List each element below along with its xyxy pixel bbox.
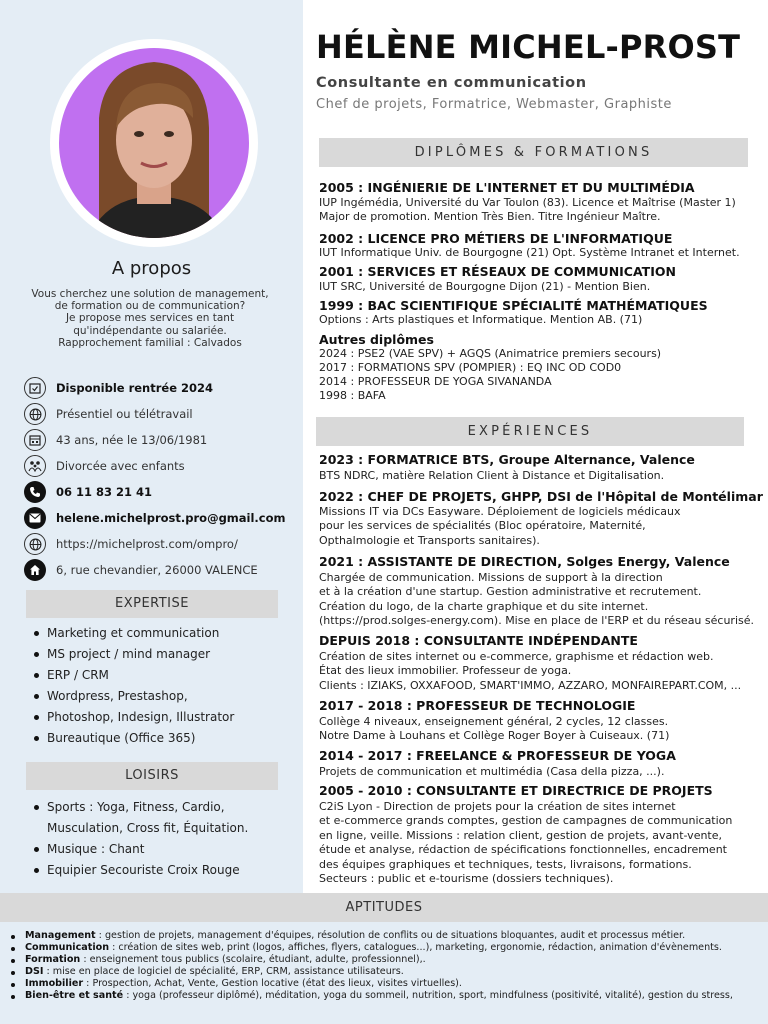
contact-availability <box>24 377 213 399</box>
aptitude-text: : enseignement tous publics (scolaire, étudiant, adulte, professionnel),. <box>80 954 426 966</box>
website-link[interactable]: https://michelprost.com/ompro/ <box>56 537 238 551</box>
experience-line: et à la création d'une startup. Gestion administrative et recrutement. <box>319 585 702 598</box>
calendar-icon <box>24 429 46 451</box>
experience-title: 2023 : FORMATRICE BTS, Groupe Alternance, Valence <box>319 452 695 467</box>
diploma-line: 2017 : FORMATIONS SPV (POMPIER) : EQ INC OD COD0 <box>319 361 622 374</box>
diploma-title: 2005 : INGÉNIERIE DE L'INTERNET ET DU MULTIMÉDIA <box>319 180 695 195</box>
contact-work-mode <box>24 403 193 425</box>
experience-line: Collège 4 niveaux, enseignement général, 2 cycles, 12 classes. <box>319 715 669 728</box>
aptitude-item <box>8 966 764 978</box>
experience-title: 2017 - 2018 : PROFESSEUR DE TECHNOLOGIE <box>319 698 636 713</box>
experience-title: 2014 - 2017 : FREELANCE & PROFESSEUR DE YOGA <box>319 748 676 763</box>
family-icon <box>24 455 46 477</box>
contact-phone[interactable] <box>24 481 152 503</box>
diploma-line: Major de promotion. Mention Très Bien. Titre Ingénieur Maître. <box>319 210 661 223</box>
list-item: Sports : Yoga, Fitness, Cardio, <box>28 797 288 818</box>
experience-line: (https://prod.solges-energy.com). Mise en place de l'ERP et du réseau sécurisé. <box>319 614 754 627</box>
experience-line: pour les services de spécialités (Bloc opératoire, Maternité, <box>319 519 646 532</box>
profile-photo <box>50 39 258 247</box>
list-item: Equipier Secouriste Croix Rouge <box>28 860 288 881</box>
list-item: ERP / CRM <box>28 665 288 686</box>
contact-age <box>24 429 207 451</box>
contact-family <box>24 455 185 477</box>
experience-line: Création de sites internet ou e-commerce, graphisme et rédaction web. <box>319 650 714 663</box>
experience-line: BTS NDRC, matière Relation Client à Distance et Digitalisation. <box>319 469 665 482</box>
aptitude-label: DSI <box>25 966 44 978</box>
work-mode-text: Présentiel ou télétravail <box>56 407 193 421</box>
contact-email[interactable] <box>24 507 286 529</box>
family-text: Divorcée avec enfants <box>56 459 185 473</box>
diploma-line: IUT Informatique Univ. de Bourgogne (21) Opt. Système Intranet et Internet. <box>319 246 740 259</box>
about-line: qu'indépendante ou salariée. <box>73 324 227 337</box>
leisure-header: LOISIRS <box>26 762 278 790</box>
diploma-line: IUP Ingémédia, Université du Var Toulon (83). Licence et Maîtrise (Master 1) <box>319 196 736 209</box>
about-line: Rapprochement familial : Calvados <box>58 336 242 349</box>
diploma-line: 2014 : PROFESSEUR DE YOGA SIVANANDA <box>319 375 552 388</box>
aptitude-text: : yoga (professeur diplômé), méditation, yoga du sommeil, nutrition, sport, mindfulness (positivité, vitalité), gestion du stress, <box>123 990 733 1002</box>
mail-icon <box>24 507 46 529</box>
diploma-title: Autres diplômes <box>319 332 434 347</box>
experience-line: Secteurs : public et e-tourisme (dossiers techniques). <box>319 872 614 885</box>
experience-line: Chargée de communication. Missions de support à la direction <box>319 571 663 584</box>
list-item: Photoshop, Indesign, Illustrator <box>28 707 288 728</box>
experience-line: Clients : IZIAKS, OXXAFOOD, SMART'IMMO, AZZARO, MONFAIREPART.COM, ... <box>319 679 742 692</box>
email-text[interactable]: helene.michelprost.pro@gmail.com <box>56 511 286 525</box>
aptitudes-header: APTITUDES <box>0 893 768 922</box>
list-item: Marketing et communication <box>28 623 288 644</box>
about-line: Je propose mes services en tant <box>65 312 235 325</box>
diplomas-header: DIPLÔMES & FORMATIONS <box>319 138 748 167</box>
aptitude-text: : gestion de projets, management d'équipes, résolution de conflits ou de situations bloquantes, audit et processus métier. <box>95 930 686 941</box>
age-text: 43 ans, née le 13/06/1981 <box>56 433 208 447</box>
list-item: Wordpress, Prestashop, <box>28 686 288 707</box>
about-line: de formation ou de communication? <box>54 300 246 313</box>
experience-line: État des lieux immobilier. Professeur de yoga. <box>319 664 572 677</box>
diploma-line: 2024 : PSE2 (VAE SPV) + AGQS (Animatrice premiers secours) <box>319 347 662 360</box>
aptitude-text: : mise en place de logiciel de spécialité, ERP, CRM, assistance utilisateurs. <box>43 966 404 978</box>
calendar-check-icon <box>24 377 46 399</box>
contact-website[interactable] <box>24 533 238 555</box>
diploma-line: Options : Arts plastiques et Informatique. Mention AB. (71) <box>319 313 643 326</box>
job-title: Consultante en communication <box>316 75 587 91</box>
globe-icon <box>24 403 46 425</box>
experience-title: 2005 - 2010 : CONSULTANTE ET DIRECTRICE DE PROJETS <box>319 783 713 798</box>
diploma-line: 1998 : BAFA <box>319 389 386 402</box>
experience-line: Opthalmologie et Transports sanitaires). <box>319 534 540 547</box>
phone-icon <box>24 481 46 503</box>
aptitude-text: : Prospection, Achat, Vente, Gestion locative (état des lieux, visites virtuelles). <box>83 978 462 990</box>
list-item: Musculation, Cross fit, Équitation. <box>47 821 249 835</box>
leisure-list <box>28 797 288 881</box>
experience-line: Création du logo, de la charte graphique et du site internet. <box>319 600 649 613</box>
experiences-header: EXPÉRIENCES <box>316 417 744 446</box>
aptitude-label: Bien-être et santé <box>25 990 124 1002</box>
about-line: Vous cherchez une solution de management, <box>31 288 269 300</box>
aptitude-item <box>8 930 764 942</box>
experience-title: DEPUIS 2018 : CONSULTANTE INDÉPENDANTE <box>319 633 638 648</box>
page-title: HÉLÈNE MICHEL-PROST <box>316 28 741 66</box>
expertise-header: EXPERTISE <box>26 590 278 618</box>
aptitude-item <box>8 954 764 966</box>
contact-address <box>24 559 258 581</box>
aptitude-label: Immobilier <box>25 978 84 990</box>
aptitude-item <box>8 990 764 1002</box>
availability-text: Disponible rentrée 2024 <box>56 381 214 395</box>
address-text: 6, rue chevandier, 26000 VALENCE <box>56 563 258 577</box>
diploma-title: 2002 : LICENCE PRO MÉTIERS DE L'INFORMATIQUE <box>319 231 673 246</box>
aptitude-label: Management <box>25 930 96 941</box>
aptitude-text: : création de sites web, print (logos, affiches, flyers, catalogues...), marketing, ergonomie, rédaction, animation d'évènements. <box>109 942 722 954</box>
experience-line: des équipes graphiques et techniques, tests, livraisons, formations. <box>319 858 692 871</box>
experience-line: Projets de communication et multimédia (Casa della pizza, ...). <box>319 765 665 778</box>
aptitude-item <box>8 942 764 954</box>
about-text <box>20 288 280 349</box>
list-item: MS project / mind manager <box>28 644 288 665</box>
aptitude-item <box>8 978 764 990</box>
about-title: A propos <box>111 258 192 279</box>
list-item: Bureautique (Office 365) <box>28 728 288 749</box>
job-subtitle: Chef de projets, Formatrice, Webmaster, Graphiste <box>316 97 672 112</box>
aptitude-label: Formation <box>25 954 81 966</box>
home-icon <box>24 559 46 581</box>
aptitude-label: Communication <box>25 942 110 954</box>
experience-title: 2021 : ASSISTANTE DE DIRECTION, Solges Energy, Valence <box>319 554 730 569</box>
aptitudes-list <box>8 930 764 1003</box>
experience-line: et e-commerce grands comptes, gestion de campagnes de communication <box>319 814 733 827</box>
expertise-list <box>28 623 288 749</box>
diploma-line: IUT SRC, Université de Bourgogne Dijon (21) - Mention Bien. <box>319 280 651 293</box>
experience-line: étude et analyse, rédaction de spécifications fonctionnelles, encadrement <box>319 843 727 856</box>
diploma-title: 2001 : SERVICES ET RÉSEAUX DE COMMUNICATION <box>319 264 676 279</box>
experience-line: Notre Dame à Louhans et Collège Roger Boyer à Cuiseaux. (71) <box>319 729 670 742</box>
experience-line: en ligne, veille. Missions : relation client, gestion de projets, avant-vente, <box>319 829 723 842</box>
experience-line: C2iS Lyon - Direction de projets pour la création de sites internet <box>319 800 676 813</box>
diploma-title: 1999 : BAC SCIENTIFIQUE SPÉCIALITÉ MATHÉMATIQUES <box>319 298 708 313</box>
phone-text[interactable]: 06 11 83 21 41 <box>56 485 153 499</box>
experience-title: 2022 : CHEF DE PROJETS, GHPP, DSI de l'Hôpital de Montélimar <box>319 489 763 504</box>
globe-icon <box>24 533 46 555</box>
list-item: Musique : Chant <box>28 839 288 860</box>
experience-line: Missions IT via DCs Easyware. Déploiement de logiciels médicaux <box>319 505 681 518</box>
